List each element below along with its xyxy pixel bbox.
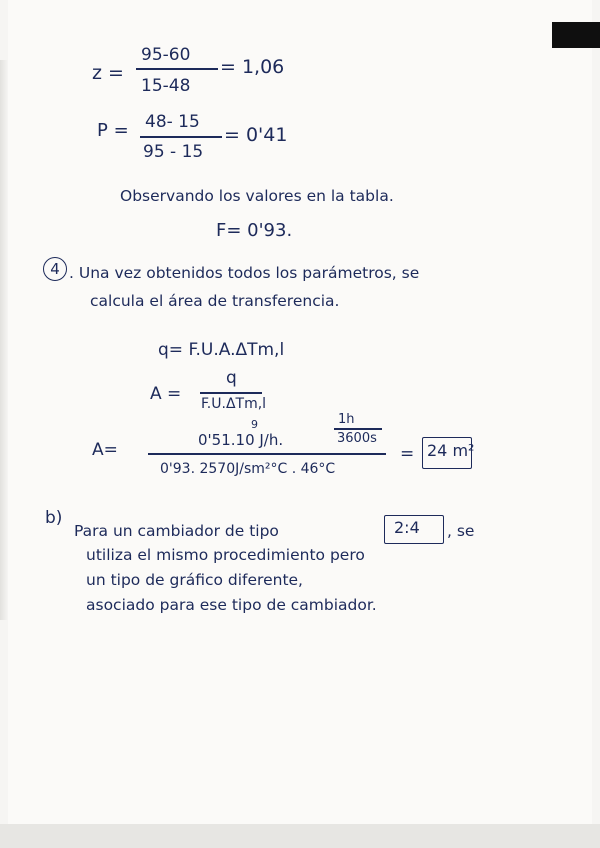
calc-denominator: 0'93. 2570J/sm²°C . 46°C: [160, 461, 336, 477]
calc-exponent: 9: [251, 418, 258, 431]
calc-fraction-bar: [148, 453, 386, 455]
calc-numerator: 0'51.10 J/h.: [198, 431, 284, 449]
z-fraction-bar: [136, 68, 218, 70]
part-b-line-3: un tipo de gráfico diferente,: [86, 571, 303, 589]
p-numerator: 48- 15: [145, 112, 200, 132]
step-4-line-2: calcula el área de transferencia.: [90, 292, 340, 310]
z-label: z =: [92, 62, 124, 84]
formula-a-label: A =: [150, 384, 182, 404]
z-result: = 1,06: [220, 56, 285, 78]
page-edge-shadow: [0, 60, 8, 620]
part-b-label: b): [45, 508, 63, 528]
f-value: F= 0'93.: [216, 220, 293, 241]
notebook-page: [8, 0, 592, 825]
calc-equals: =: [400, 444, 415, 464]
p-denominator: 95 - 15: [143, 142, 204, 162]
formula-a-numerator: q: [226, 368, 237, 388]
part-b-line-2: utiliza el mismo procedimiento pero: [86, 546, 365, 564]
step-4-number: 4: [43, 257, 67, 281]
step-4-line-1: . Una vez obtenidos todos los parámetros, se: [69, 264, 420, 282]
calc-conversion-numerator: 1h: [338, 412, 355, 427]
part-b-line-1-start: Para un cambiador de tipo: [74, 522, 279, 540]
z-numerator: 95-60: [141, 45, 191, 65]
part-b-type: 2:4: [394, 518, 420, 537]
dark-corner: [552, 22, 600, 48]
formula-a-denominator: F.U.ΔTm,l: [201, 396, 267, 412]
calc-conversion-denominator: 3600s: [337, 431, 377, 446]
formula-q: q= F.U.A.ΔTm,l: [158, 340, 285, 360]
calc-conversion-bar: [334, 428, 382, 430]
part-b-line-4: asociado para ese tipo de cambiador.: [86, 596, 377, 614]
p-label: P =: [97, 120, 129, 141]
observation-text: Observando los valores en la tabla.: [120, 187, 394, 205]
formula-a-fraction-bar: [200, 392, 262, 394]
calc-label: A=: [92, 440, 118, 460]
calc-result: 24 m²: [427, 441, 475, 460]
part-b-line-1-end: , se: [447, 522, 475, 540]
p-result: = 0'41: [224, 124, 288, 146]
p-fraction-bar: [140, 136, 222, 138]
z-denominator: 15-48: [141, 76, 191, 96]
bottom-margin: [0, 824, 600, 848]
